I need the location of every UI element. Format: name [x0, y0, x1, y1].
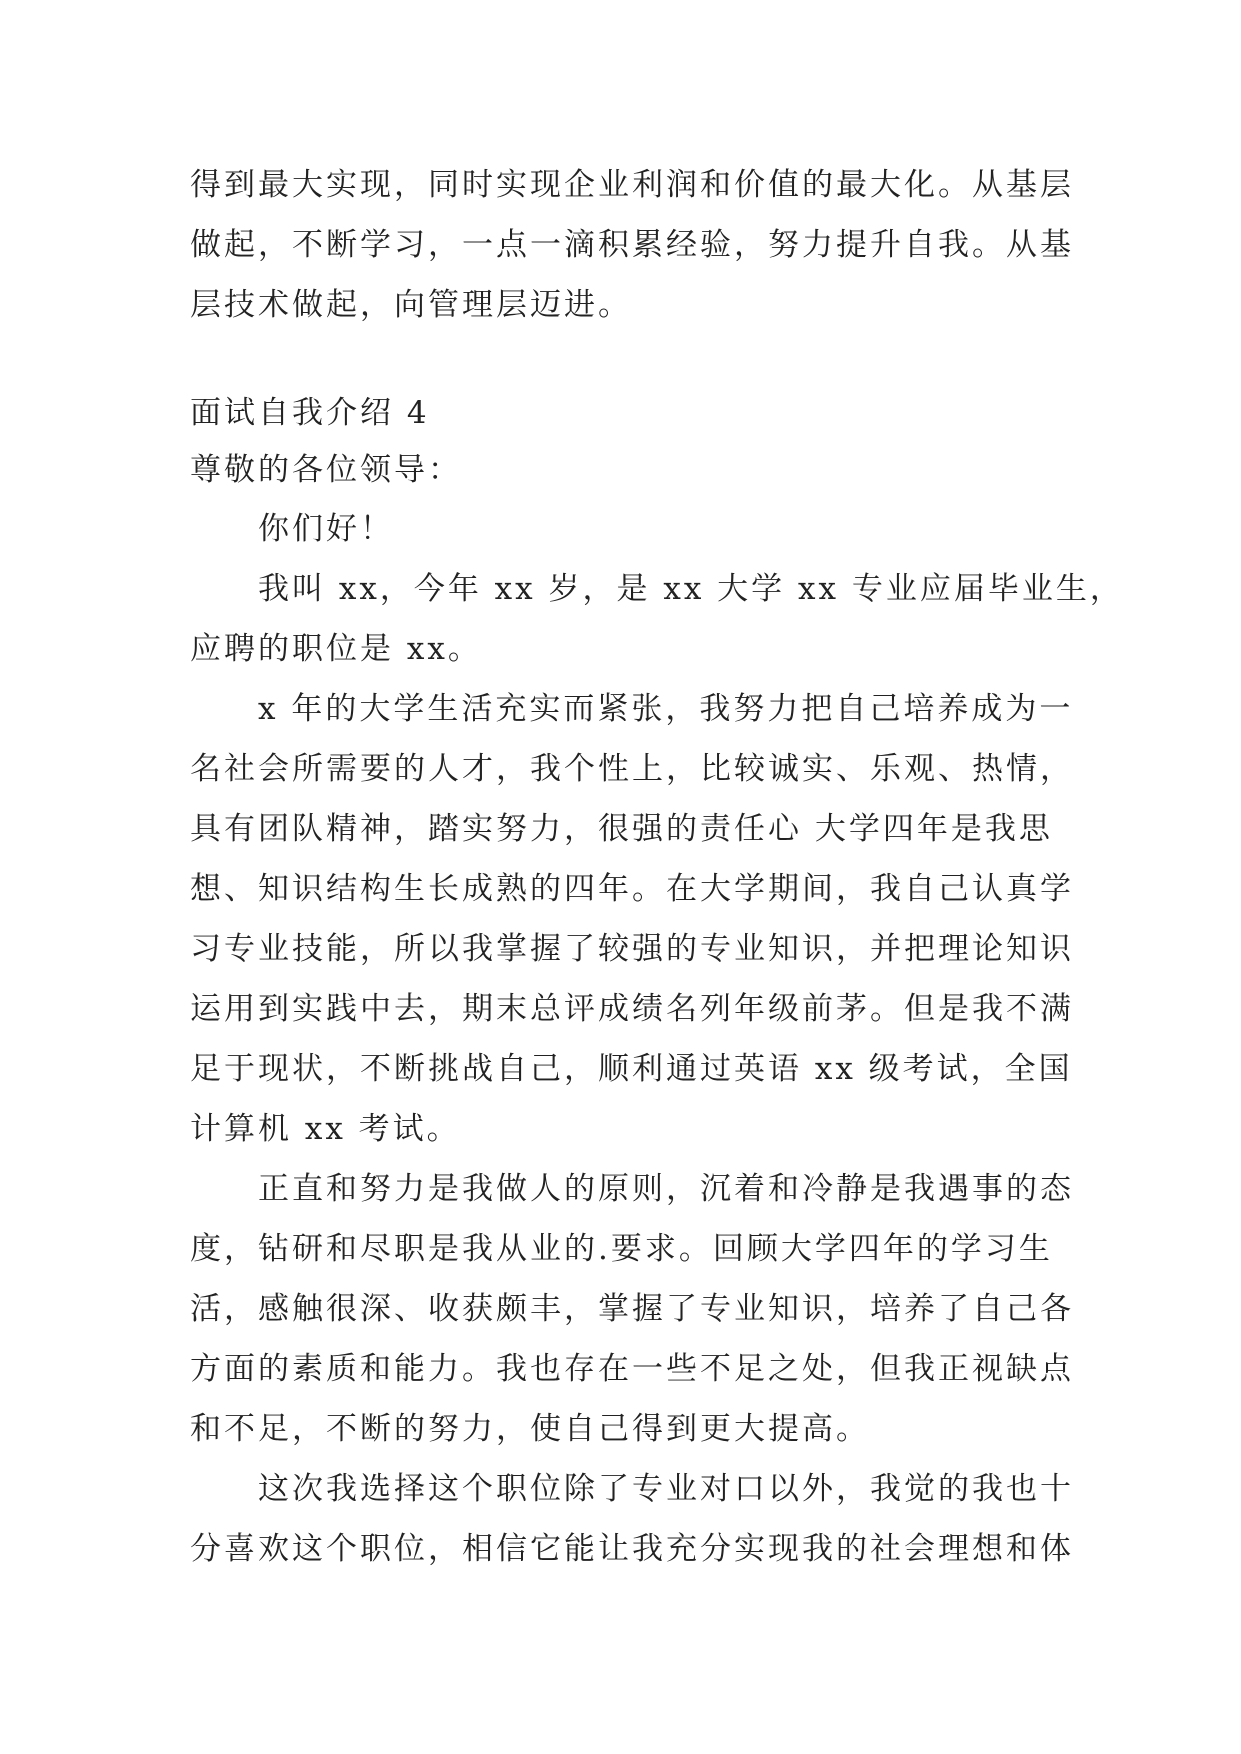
- text-line: 计算机 xx 考试。: [190, 1111, 461, 1147]
- text-line: 足于现状，不断挑战自己，顺利通过英语 xx 级考试，全国: [190, 1051, 1073, 1087]
- text-line: x 年的大学生活充实而紧张，我努力把自己培养成为一: [258, 691, 1074, 727]
- text-line: 应聘的职位是 xx。: [190, 631, 482, 667]
- intro-paragraph: [190, 155, 1074, 335]
- text-line: 度，钻研和尽职是我从业的.要求。回顾大学四年的学习生: [190, 1231, 1053, 1267]
- text-line: 具有团队精神，踏实努力，很强的责任心 大学四年是我思: [190, 811, 1053, 847]
- text-line: 我叫 xx，今年 xx 岁，是 xx 大学 xx 专业应届毕业生，: [258, 571, 1124, 607]
- paragraph-1: [190, 559, 1124, 679]
- text-line: 想、知识结构生长成熟的四年。在大学期间，我自己认真学: [190, 871, 1074, 907]
- text-line: 分喜欢这个职位，相信它能让我充分实现我的社会理想和体: [190, 1531, 1074, 1567]
- text-line: 方面的素质和能力。我也存在一些不足之处，但我正视缺点: [190, 1351, 1074, 1387]
- text-line: 做起，不断学习，一点一滴积累经验，努力提升自我。从基: [190, 227, 1074, 263]
- paragraph-4: [190, 1459, 1074, 1579]
- text-line: 这次我选择这个职位除了专业对口以外，我觉的我也十: [258, 1471, 1074, 1507]
- section-gap: [190, 335, 1070, 385]
- paragraph-2: [190, 679, 1074, 1159]
- text-line: 名社会所需要的人才，我个性上，比较诚实、乐观、热情，: [190, 751, 1074, 787]
- text-line: 正直和努力是我做人的原则，沉着和冷静是我遇事的态: [258, 1171, 1074, 1207]
- text-line: 和不足，不断的努力，使自己得到更大提高。: [190, 1411, 870, 1447]
- section-title: 面试自我介绍 4: [190, 395, 430, 431]
- paragraph-3: [190, 1159, 1074, 1459]
- text-line: 层技术做起，向管理层迈进。: [190, 287, 632, 323]
- greeting: 你们好！: [258, 511, 394, 547]
- salutation: 尊敬的各位领导：: [190, 452, 462, 488]
- document-body: [190, 155, 1124, 1579]
- text-line: 习专业技能，所以我掌握了较强的专业知识，并把理论知识: [190, 931, 1074, 967]
- text-line: 得到最大实现，同时实现企业利润和价值的最大化。从基层: [190, 167, 1074, 203]
- text-line: 活，感触很深、收获颇丰，掌握了专业知识，培养了自己各: [190, 1291, 1074, 1327]
- text-line: 运用到实践中去，期末总评成绩名列年级前茅。但是我不满: [190, 991, 1074, 1027]
